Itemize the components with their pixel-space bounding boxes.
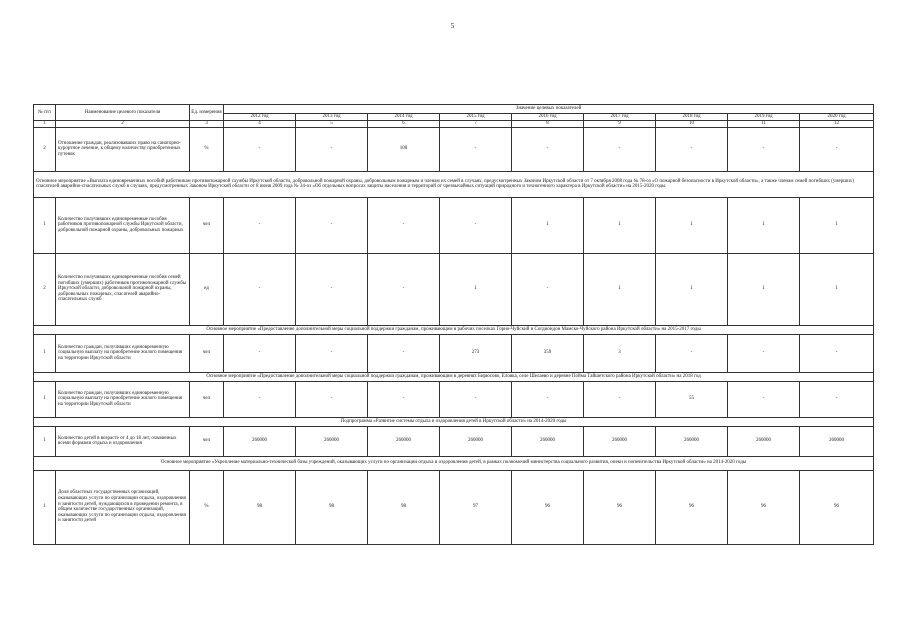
indicator-name: Количество граждан, получивших единовременную социальную выплату на приобретение жилого помещения на территории Иркутской области — [56, 334, 190, 372]
value-cell: - — [656, 127, 728, 171]
value-cell: - — [296, 197, 368, 253]
value-cell: - — [584, 127, 656, 171]
header-year: 2019 год — [728, 114, 800, 121]
value-cell: - — [800, 127, 874, 171]
value-cell: - — [368, 381, 440, 417]
value-cell: - — [440, 381, 512, 417]
column-number: 1 — [34, 121, 56, 128]
section-title: Основное мероприятие «Укрепление материально-технической базы учреждений, оказывающих услуги по организации отдыха и оздоровления детей, в рамках полномочий министерства социального развития, опеки и попечительства Иркутской области» на 2014-2020 годы — [34, 456, 874, 470]
header-year: 2014 год — [368, 114, 440, 121]
unit-cell: чел — [190, 381, 224, 417]
section-row — [34, 456, 874, 470]
page-number: 5 — [450, 22, 455, 30]
header-year: 2018 год — [656, 114, 728, 121]
section-row — [34, 417, 874, 426]
value-cell: 97 — [440, 470, 512, 544]
row-number: 1 — [34, 426, 56, 456]
value-cell: - — [728, 127, 800, 171]
column-number: 5 — [296, 121, 368, 128]
value-cell: 96 — [584, 470, 656, 544]
value-cell: - — [440, 197, 512, 253]
section-row — [34, 325, 874, 334]
column-number: 4 — [224, 121, 296, 128]
value-cell: 1 — [584, 197, 656, 253]
header-year: 2012 год — [224, 114, 296, 121]
value-cell: - — [368, 334, 440, 372]
value-cell: 260000 — [584, 426, 656, 456]
indicator-name: Количество получивших единовременные пособия семей погибших (умерших) работников противопожарной службы Иркутской области, добровольной пожарной охраны, добровольных пожарных, спасателей аварийно-спасательных служб — [56, 253, 190, 325]
column-number: 12 — [800, 121, 874, 128]
value-cell: - — [224, 253, 296, 325]
header-name: Наименование целевого показателя — [56, 105, 190, 121]
value-cell: 359 — [512, 334, 584, 372]
section-title: Основное мероприятие «Выплата единовременных пособий работникам противопожарной службы Иркутской области, добровольной пожарной охраны, добровольным пожарным и членам их семей в случаях, предусмотренных Законом Иркутской области от 7 октября 2008 года № 78-оз «О пожарной безопасности в Иркутской области», а также членам семей погибших (умерших) спасателей аварийно-спасательных служб в случаях, предусмотренных Законом Иркутской области от 8 июня 2009 года № 34-оз «Об отдельных вопросах защиты населения и территорий от чрезвычайных ситуаций природного и техногенного характера в Иркутской области» на 2015-2020 годы — [34, 171, 874, 197]
value-cell: - — [296, 334, 368, 372]
value-cell: 260000 — [728, 426, 800, 456]
unit-cell: чел — [190, 334, 224, 372]
table-row — [34, 426, 874, 456]
value-cell: 1 — [728, 197, 800, 253]
value-cell: 1 — [584, 253, 656, 325]
column-number: 3 — [190, 121, 224, 128]
value-cell: - — [224, 381, 296, 417]
unit-cell: чел — [190, 197, 224, 253]
header-year: 2016 год — [512, 114, 584, 121]
table-row — [34, 334, 874, 372]
value-cell: 1 — [656, 253, 728, 325]
value-cell: 1 — [512, 197, 584, 253]
value-cell: 1 — [800, 197, 874, 253]
value-cell: - — [728, 334, 800, 372]
column-number: 8 — [512, 121, 584, 128]
value-cell: - — [440, 127, 512, 171]
value-cell: 1 — [728, 253, 800, 325]
value-cell: - — [584, 381, 656, 417]
table-row — [34, 253, 874, 325]
section-row — [34, 171, 874, 197]
value-cell: - — [224, 127, 296, 171]
header-year: 2015 год — [440, 114, 512, 121]
header-values-group: Значение целевых показателей — [224, 105, 874, 114]
value-cell: - — [368, 253, 440, 325]
section-title: Основное мероприятие «Предоставление дополнительной меры социальной поддержки гражданам, проживающим в деревнях Бирюсово, Еловка, селе Шелаево и деревне Пойма Тайшетского района Иркутской области» на 2018 год — [34, 372, 874, 381]
table-row — [34, 127, 874, 171]
value-cell: 260000 — [656, 426, 728, 456]
value-cell: 1 — [440, 253, 512, 325]
row-number: 1 — [34, 381, 56, 417]
value-cell: - — [512, 381, 584, 417]
target-indicators-table — [33, 104, 874, 545]
value-cell: 96 — [656, 470, 728, 544]
header-num: № п/п — [34, 105, 56, 121]
value-cell: 96 — [728, 470, 800, 544]
row-number: 2 — [34, 253, 56, 325]
value-cell: 1 — [656, 197, 728, 253]
value-cell: - — [224, 334, 296, 372]
unit-cell: чел — [190, 426, 224, 456]
column-number: 2 — [56, 121, 190, 128]
section-title: Основное мероприятие «Предоставление дополнительной меры социальной поддержки гражданам, проживающим в рабочих поселках Горно-Чуйский и Согдиондон Мамско-Чуйского района Иркутской области» на 2015-2017 годы — [34, 325, 874, 334]
indicator-name: Количество граждан, получивших единовременную социальную выплату на приобретение жилого помещения на территории Иркутской области — [56, 381, 190, 417]
value-cell: - — [800, 334, 874, 372]
column-number: 7 — [440, 121, 512, 128]
column-number: 6 — [368, 121, 440, 128]
column-number: 10 — [656, 121, 728, 128]
header-year: 2017 год — [584, 114, 656, 121]
header-unit: Ед. измерения — [190, 105, 224, 121]
header-year: 2013 год — [296, 114, 368, 121]
value-cell: 260000 — [800, 426, 874, 456]
value-cell: 3 — [584, 334, 656, 372]
indicator-name: Количество детей в возрасте от 4 до 18 лет, охваченных всеми формами отдыха и оздоровления — [56, 426, 190, 456]
value-cell: 273 — [440, 334, 512, 372]
indicator-name: Доля областных государственных организаций, оказывающих услуги по организации отдыха, оздоровления и занятости детей, нуждающихся в проведении ремонта, в общем количестве государственных организаций, оказывающих услуги по организации отдыха, оздоровления и занятости детей — [56, 470, 190, 544]
value-cell: - — [800, 381, 874, 417]
value-cell: 260000 — [440, 426, 512, 456]
section-row — [34, 372, 874, 381]
column-number: 9 — [584, 121, 656, 128]
value-cell: 260000 — [296, 426, 368, 456]
value-cell: - — [224, 197, 296, 253]
column-number: 11 — [728, 121, 800, 128]
value-cell: - — [368, 197, 440, 253]
value-cell: 1 — [800, 253, 874, 325]
value-cell: 98 — [368, 470, 440, 544]
value-cell: 260000 — [224, 426, 296, 456]
row-number: 1 — [34, 197, 56, 253]
unit-cell: % — [190, 127, 224, 171]
value-cell: - — [296, 381, 368, 417]
table-row — [34, 381, 874, 417]
indicator-name: Отношение граждан, реализовавших право на санаторно-курортное лечение, к общему количеству приобретенных путевок — [56, 127, 190, 171]
value-cell: - — [656, 334, 728, 372]
table-row — [34, 470, 874, 544]
row-number: 2 — [34, 127, 56, 171]
value-cell: 260000 — [368, 426, 440, 456]
value-cell: - — [728, 381, 800, 417]
row-number: 1 — [34, 334, 56, 372]
value-cell: - — [512, 127, 584, 171]
table-row — [34, 197, 874, 253]
value-cell: - — [296, 253, 368, 325]
value-cell: 96 — [800, 470, 874, 544]
value-cell: 260000 — [512, 426, 584, 456]
value-cell: 100 — [368, 127, 440, 171]
section-title: Подпрограмма «Развитие системы отдыха и оздоровления детей в Иркутской области» на 2014-2020 годы — [34, 417, 874, 426]
value-cell: 96 — [512, 470, 584, 544]
unit-cell: % — [190, 470, 224, 544]
indicator-name: Количество получивших единовременные пособия работников противопожарной службы Иркутской области, добровольной пожарной охраны, добровольных пожарных — [56, 197, 190, 253]
unit-cell: ед — [190, 253, 224, 325]
value-cell: 98 — [224, 470, 296, 544]
value-cell: - — [512, 253, 584, 325]
value-cell: 98 — [296, 470, 368, 544]
header-year: 2020 год — [800, 114, 874, 121]
row-number: 1 — [34, 470, 56, 544]
value-cell: 55 — [656, 381, 728, 417]
value-cell: - — [296, 127, 368, 171]
